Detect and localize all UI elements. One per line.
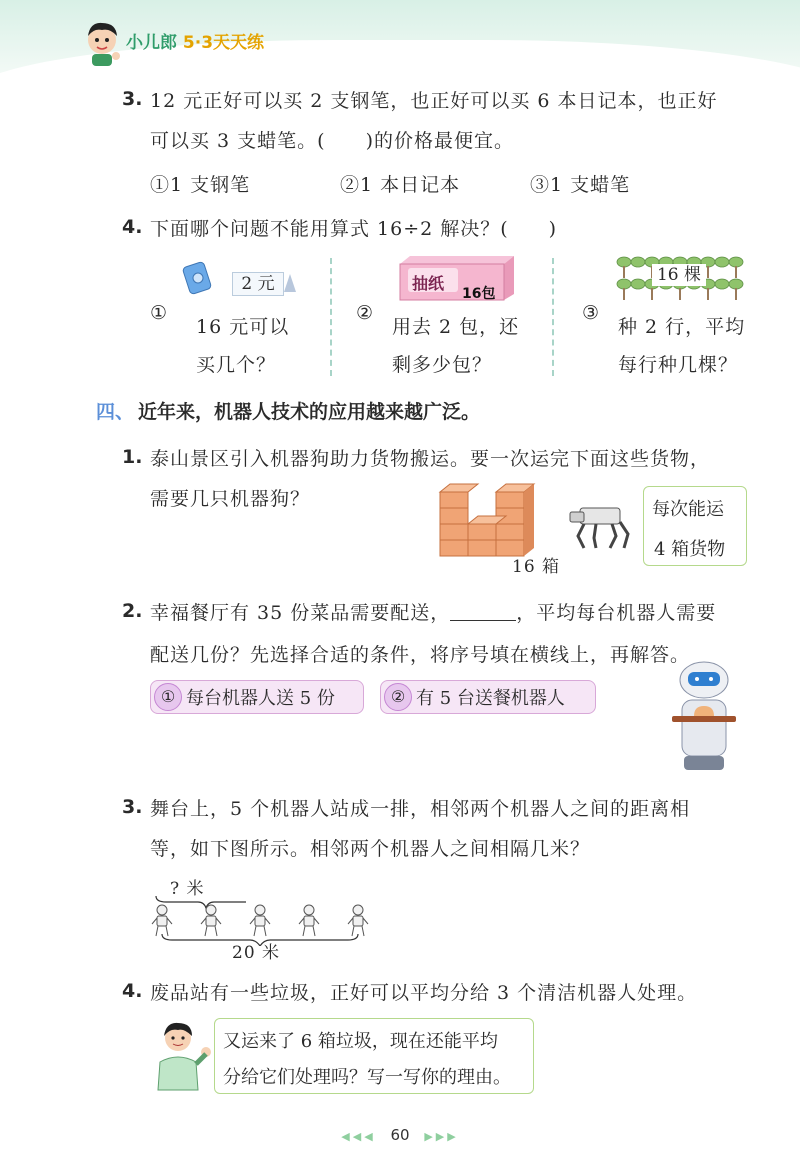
condition-text: 每台机器人送 5 份 [186, 688, 335, 709]
condition-pill-1[interactable] [150, 680, 364, 714]
question-text: 12 元正好可以买 2 支钢笔，也正好可以买 6 本日记本，也正好 [150, 90, 718, 112]
question-number: 4. [122, 216, 143, 238]
brand-name: 小儿郎 [126, 33, 177, 53]
footer-left-arrows: ◀◀◀ [341, 1130, 376, 1143]
note-line: 每次能运 [652, 499, 724, 520]
footer-right-arrows: ▶▶▶ [424, 1130, 459, 1143]
tree-count-tag: 16 棵 [652, 264, 706, 286]
question-text: 下面哪个问题不能用算式 16÷2 解决？( ) [150, 218, 558, 240]
question-number: 3. [122, 796, 143, 818]
robot-dog-note [643, 486, 747, 566]
option-mark: ① [150, 302, 169, 324]
option-text: 用去 2 包，还 [392, 316, 520, 338]
page-number: 60 [390, 1126, 410, 1144]
divider [330, 258, 332, 376]
option-mark: ② [356, 302, 375, 324]
box-count: 16包 [462, 286, 496, 302]
box-label: 抽纸 [412, 274, 445, 293]
question-text: 可以买 3 支蜡笔。( )的价格最便宜。 [150, 130, 514, 152]
condition-number: ② [384, 683, 412, 711]
section-text: 近年来，机器人技术的应用越来越广泛。 [138, 401, 481, 423]
question-text [150, 598, 716, 625]
condition-number: ① [154, 683, 182, 711]
brand-series: 5·3天天练 [182, 33, 265, 53]
boxes-count-label: 16 箱 [512, 557, 561, 577]
option-text: 买几个？ [196, 354, 277, 376]
question-text: 舞台上，5 个机器人站成一排，相邻两个机器人之间的距离相 [150, 798, 691, 820]
section-title [96, 397, 480, 424]
pencil-sharpener-icon [180, 254, 220, 298]
tag-arrow-icon [284, 274, 296, 292]
option-text: 16 元可以 [196, 316, 290, 338]
boy-character-icon [148, 1018, 218, 1092]
option-text: 剩多少包？ [392, 354, 493, 376]
total-distance-label: 20 米 [232, 943, 281, 963]
option-3: ③1 支蜡笔 [530, 174, 631, 196]
option-text: 每行种几棵？ [618, 354, 739, 376]
gap-label: ? 米 [170, 879, 205, 899]
question-text-part: ，平均每台机器人需要 [516, 602, 717, 624]
serving-robot-icon [664, 660, 744, 772]
option-text: 种 2 行，平均 [618, 316, 746, 338]
question-number: 1. [122, 446, 143, 468]
question-number: 2. [122, 600, 143, 622]
question-text: 需要几只机器狗？ [150, 488, 311, 510]
brand-title [126, 28, 264, 53]
question-text-part: 幸福餐厅有 35 份菜品需要配送， [150, 602, 451, 624]
section-mark: 四、 [96, 401, 135, 423]
bubble-line: 又运来了 6 箱垃圾，现在还能平均 [223, 1031, 498, 1052]
option-2: ②1 本日记本 [340, 174, 461, 196]
question-text: 等，如下图所示。相邻两个机器人之间相隔几米？ [150, 838, 591, 860]
answer-blank[interactable] [450, 600, 516, 621]
robot-dog-icon [566, 498, 638, 554]
price-tag: 2 元 [232, 272, 284, 296]
option-1: ①1 支钢笔 [150, 174, 251, 196]
question-text: 配送几份？先选择合适的条件，将序号填在横线上，再解答。 [150, 644, 691, 666]
note-line: 4 箱货物 [654, 539, 726, 560]
question-number: 4. [122, 980, 143, 1002]
question-text: 废品站有一些垃圾，正好可以平均分给 3 个清洁机器人处理。 [150, 982, 698, 1004]
bubble-line: 分给它们处理吗？写一写你的理由。 [223, 1067, 511, 1088]
page-footer [0, 1126, 800, 1144]
option-mark: ③ [582, 302, 601, 324]
divider [552, 258, 554, 376]
question-number: 3. [122, 88, 143, 110]
question-text: 泰山景区引入机器狗助力货物搬运。要一次运完下面这些货物， [150, 448, 711, 470]
condition-text: 有 5 台送餐机器人 [416, 688, 565, 709]
speech-bubble [214, 1018, 534, 1094]
condition-pill-2[interactable] [380, 680, 596, 714]
mascot-icon [80, 18, 124, 66]
